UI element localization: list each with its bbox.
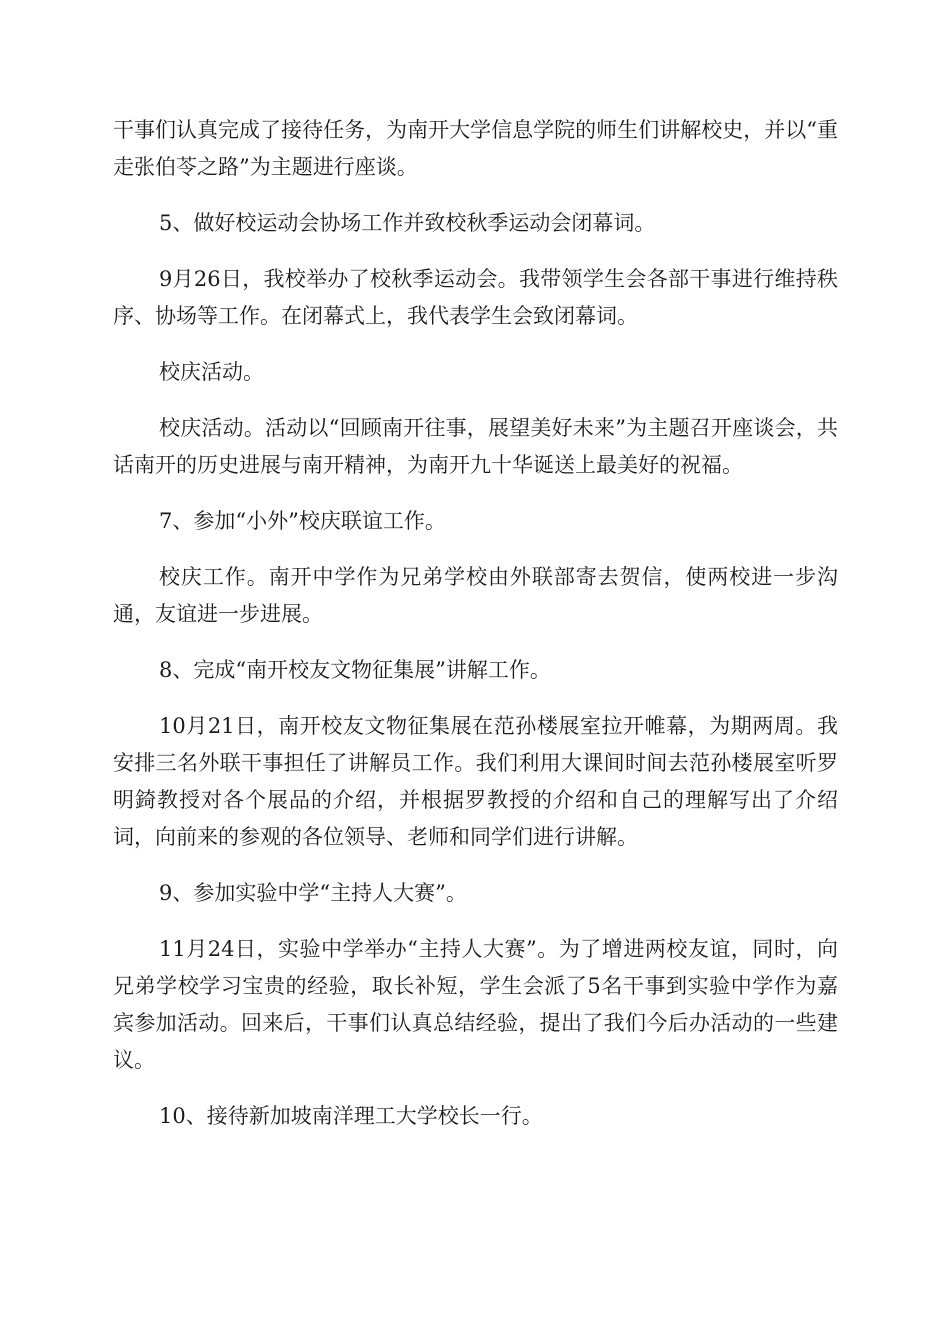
item-5-heading: 5、做好校运动会协场工作并致校秋季运动会闭幕词。 xyxy=(159,211,656,235)
item-7-body: 校庆工作。南开中学作为兄弟学校由外联部寄去贺信，使两校进一步沟通，友谊进一步进展。 xyxy=(113,565,838,626)
document-body xyxy=(113,112,838,1154)
item-6-heading: 校庆活动。 xyxy=(159,360,264,384)
item-5-body: 9月26日，我校举办了校秋季运动会。我带领学生会各部干事进行维持秩序、协场等工作。在闭幕式上，我代表学生会致闭幕词。 xyxy=(113,267,838,328)
item-9-body: 11月24日，实验中学举办“主持人大赛”。为了增进两校友谊，同时，向兄弟学校学习宝贵的经验，取长补短，学生会派了5名干事到实验中学作为嘉宾参加活动。回来后，干事们认真总结经验，提出了我们今后办活动的一些建议。 xyxy=(113,937,838,1072)
item-10-heading: 10、接待新加坡南洋理工大学校长一行。 xyxy=(159,1104,543,1128)
item-8-body: 10月21日，南开校友文物征集展在范孙楼展室拉开帷幕，为期两周。我安排三名外联干事担任了讲解员工作。我们利用大课间时间去范孙楼展室听罗明錡教授对各个展品的介绍，并根据罗教授的介绍和自己的理解写出了介绍词，向前来的参观的各位领导、老师和同学们进行讲解。 xyxy=(113,714,838,849)
item-8-heading: 8、完成“南开校友文物征集展”讲解工作。 xyxy=(159,658,551,682)
item-9-heading: 9、参加实验中学“主持人大赛”。 xyxy=(159,881,467,905)
item-6-body: 校庆活动。活动以“回顾南开往事，展望美好未来”为主题召开座谈会，共话南开的历史进展与南开精神，为南开九十华诞送上最美好的祝福。 xyxy=(113,416,838,477)
paragraph-continued: 干事们认真完成了接待任务，为南开大学信息学院的师生们讲解校史，并以“重走张伯苓之路”为主题进行座谈。 xyxy=(113,118,838,179)
item-7-heading: 7、参加“小外”校庆联谊工作。 xyxy=(159,509,446,533)
